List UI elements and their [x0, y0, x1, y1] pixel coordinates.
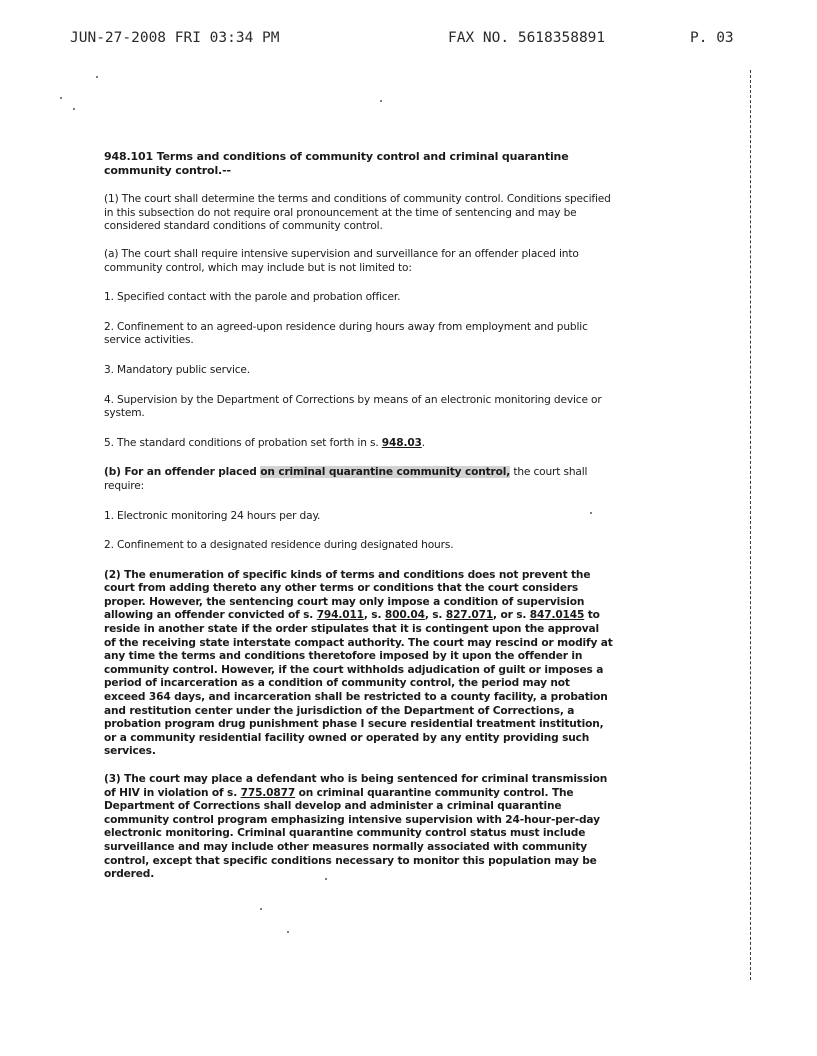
statute-reference-link[interactable]: 794.011	[316, 609, 364, 622]
paragraph-a-item-4: 4. Supervision by the Department of Corrections by means of an electronic monitoring device or system.	[104, 393, 602, 420]
subsection-1: (1) The court shall determine the terms and conditions of community control. Conditions specified in this subsection do not require oral pronouncement at the time of sentencing and may be considered standard conditions of community control.	[104, 193, 611, 233]
subsection-3-text: on criminal quarantine community control. The Department of Corrections shall develop and administer a criminal quarantine community control program emphasizing intensive supervision with 24-hour-per-day electronic monitoring. Criminal quarantine community control status must include surveillance and may include other measures normally associated with community control, except that specific conditions necessary to monitor this population may be ordered.	[104, 786, 600, 881]
statute-reference-link[interactable]: 800.04	[384, 609, 425, 622]
subsection-3-text: (3) The court may place a defendant who is being sentenced for criminal transmission of HIV in violation of s.	[104, 773, 608, 799]
fax-header	[0, 30, 817, 50]
scan-speck	[380, 100, 382, 102]
highlighted-text: on criminal quarantine community control,	[260, 466, 511, 479]
paragraph-b-item-2: 2. Confinement to a designated residence during designated hours.	[104, 539, 454, 552]
fax-number: FAX NO. 5618358891	[448, 30, 606, 46]
paragraph-a-item-2: 2. Confinement to an agreed-upon residence during hours away from employment and public service activities.	[104, 320, 588, 347]
scan-speck	[260, 908, 262, 910]
paragraph-b-item-1: 1. Electronic monitoring 24 hours per day.	[104, 509, 321, 522]
scan-speck	[60, 97, 62, 99]
statute-reference-link[interactable]: 948.03	[381, 436, 422, 449]
statute-reference-link[interactable]: 775.0877	[240, 786, 296, 799]
subsection-2-text: to reside in another state if the order stipulates that it is contingent upon the approval of the receiving state interstate compact authority. The court may rescind or modify at any time the terms and conditions theretofore imposed by it upon the offender in community control. However, if the court withholds adjudication of guilt or imposes a period of incarceration as a condition of community control, the period may not exceed 364 days, and incarceration shall be restricted to a county facility, a probation and restitution center under the jurisdiction of the Department of Corrections, a probation program drug punishment phase I secure residential treatment institution, or a community residential facility owned or operated by any entity providing such services.	[104, 609, 613, 758]
statute-reference-link[interactable]: 847.0145	[529, 609, 585, 622]
scan-speck	[73, 108, 75, 110]
scan-speck	[287, 931, 289, 933]
item-5-suffix: .	[421, 436, 425, 449]
statute-title: 948.101 Terms and conditions of community control and criminal quarantine community control.--	[104, 150, 569, 177]
paragraph-a-item-3: 3. Mandatory public service.	[104, 363, 251, 376]
statute-document	[104, 150, 614, 896]
separator-text: , s.	[424, 609, 446, 622]
separator-text: , s.	[363, 609, 385, 622]
item-5-prefix: 5. The standard conditions of probation set forth in s.	[104, 436, 382, 449]
paragraph-b-suffix: the court shall require:	[104, 466, 588, 492]
scan-speck	[96, 76, 98, 78]
paragraph-a: (a) The court shall require intensive supervision and surveillance for an offender placed into community control, which may include but is not limited to:	[104, 247, 579, 274]
paragraph-b	[104, 466, 614, 493]
subsection-3	[104, 773, 614, 882]
fax-page-number: P. 03	[690, 30, 734, 46]
paragraph-a-item-5	[104, 437, 614, 451]
paragraph-b-prefix: (b) For an offender placed	[104, 466, 261, 479]
scan-edge-line	[750, 70, 751, 980]
subsection-2-text: (2) The enumeration of specific kinds of terms and conditions does not prevent the court from adding thereto any other terms or conditions that the court considers proper. However, the sentencing court may only impose a condition of supervision allowing an offender convicted of s.	[104, 568, 591, 622]
subsection-2	[104, 569, 614, 759]
fax-datetime: JUN-27-2008 FRI 03:34 PM	[70, 30, 280, 46]
statute-reference-link[interactable]: 827.071	[445, 609, 494, 622]
separator-text: , or s.	[493, 609, 530, 622]
paragraph-a-item-1: 1. Specified contact with the parole and probation officer.	[104, 291, 401, 304]
